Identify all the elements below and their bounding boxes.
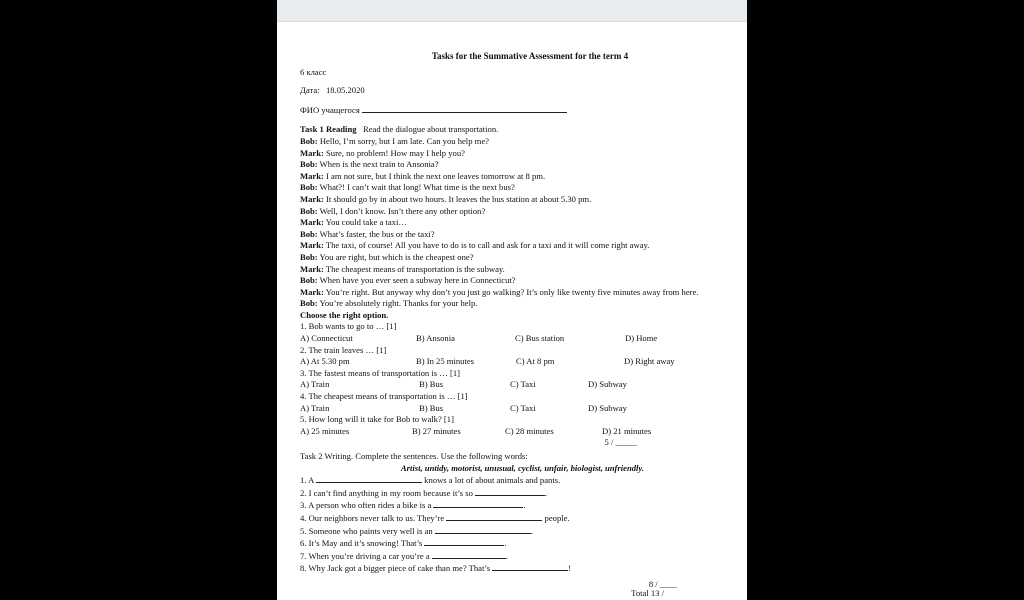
option[interactable]: B) 27 minutes — [412, 425, 461, 436]
sentence: 2. I can’t find anything in my room because it’s so . — [300, 487, 548, 498]
task2-heading: Task 2 Writing. Complete the sentences. Use the following words: — [300, 451, 528, 461]
dialogue-line: Mark: The cheapest means of transportation is the subway. — [300, 263, 505, 274]
answer-blank[interactable] — [433, 499, 523, 508]
answer-blank[interactable] — [475, 487, 545, 496]
dialogue-line: Bob: When is the next train to Ansonia? — [300, 159, 439, 170]
dialogue-line: Mark: It should go by in about two hours. It leaves the bus station at about 5.30 pm. — [300, 193, 592, 204]
task1-heading-line — [300, 124, 720, 136]
option[interactable]: A) Train — [300, 402, 330, 413]
question: 2. The train leaves … [1] — [300, 344, 387, 355]
question: 5. How long will it take for Bob to walk? [1] — [300, 414, 454, 425]
answer-blank[interactable] — [435, 525, 531, 534]
dialogue-line: Mark: You could take a taxi… — [300, 217, 407, 228]
sentence: 3. A person who often rides a bike is a . — [300, 500, 526, 511]
total-score: Total 13 / — [631, 587, 664, 598]
option[interactable]: B) Bus — [419, 379, 444, 390]
date-label: Дата: — [300, 85, 320, 96]
sentence: 1. A knows a lot of about animals and pants. — [300, 475, 561, 486]
dialogue-line: Bob: You’re absolutely right. Thanks for your help. — [300, 298, 478, 309]
question-options — [300, 426, 720, 438]
sentence: 4. Our neighbors never talk to us. They’re people. — [300, 512, 570, 523]
dialogue-line: Mark: The taxi, of course! All you have to do is to call and ask for a taxi and it will come right away. — [300, 240, 650, 251]
option[interactable]: A) At 5.30 pm — [300, 356, 350, 367]
document-page — [277, 0, 747, 600]
option[interactable]: D) Subway — [588, 379, 627, 390]
option[interactable]: C) Bus station — [515, 333, 565, 344]
sentence: 7. When you’re driving a car you’re a . — [300, 550, 508, 561]
dialogue-line: Mark: You’re right. But anyway why don’t you just go walking? It’s only like twenty five minutes away from here. — [300, 286, 699, 297]
option[interactable]: D) Subway — [588, 402, 627, 413]
question: 4. The cheapest means of transportation is … [1] — [300, 391, 468, 402]
answer-blank[interactable] — [316, 474, 422, 483]
question-options — [300, 379, 720, 391]
dialogue-line: Bob: You are right, but which is the cheapest one? — [300, 251, 474, 262]
word-bank: Artist, untidy, motorist, unusual, cyclist, unfair, biologist, unfriendly. — [400, 462, 645, 473]
dialogue-line: Mark: I am not sure, but I think the next one leaves tomorrow at 8 pm. — [300, 170, 546, 181]
dialogue-line: Bob: Well, I don’t know. Isn’t there any other option? — [300, 205, 486, 216]
option[interactable]: B) Ansonia — [416, 333, 455, 344]
question-options — [300, 333, 720, 345]
document-body — [300, 51, 720, 599]
sentence: 6. It’s May and it’s snowing! That’s . — [300, 538, 507, 549]
choose-heading: Choose the right option. — [300, 309, 389, 320]
sentence: 5. Someone who paints very well is an . — [300, 525, 534, 536]
option[interactable]: D) 21 minutes — [602, 425, 652, 436]
student-label: ФИО учащегося — [300, 104, 360, 115]
answer-blank[interactable] — [432, 550, 506, 559]
option[interactable]: D) Home — [625, 333, 658, 344]
task2-score: 8 / ____ — [648, 578, 677, 589]
option[interactable]: C) At 8 pm — [516, 356, 555, 367]
answer-blank[interactable] — [446, 512, 542, 521]
date-value: 18.05.2020 — [325, 85, 365, 96]
dialogue-line: Mark: Sure, no problem! How may I help you? — [300, 147, 465, 158]
dialogue-line: Bob: What?! I can’t wait that long! What time is the next bus? — [300, 182, 515, 193]
option[interactable]: A) Train — [300, 379, 330, 390]
task1-score: 5 / _____ — [604, 437, 637, 448]
date-line — [300, 85, 720, 97]
grade: 6 класс — [300, 66, 327, 77]
answer-blank[interactable] — [492, 562, 568, 571]
viewer-top-bar — [277, 0, 747, 22]
question: 1. Bob wants to go to … [1] — [300, 321, 397, 332]
option[interactable]: C) Taxi — [510, 402, 536, 413]
dialogue-line: Bob: Hello, I’m sorry, but I am late. Can you help me? — [300, 135, 489, 146]
option[interactable]: C) 28 minutes — [505, 425, 554, 436]
question-options — [300, 356, 720, 368]
question-options — [300, 403, 720, 415]
document-title: Tasks for the Summative Assessment for the term 4 — [431, 51, 629, 61]
task1-heading: Task 1 Reading — [300, 124, 357, 135]
task1-instruction: Read the dialogue about transportation. — [362, 124, 499, 135]
option[interactable]: A) 25 minutes — [300, 425, 350, 436]
option[interactable]: C) Taxi — [510, 379, 536, 390]
sentence: 8. Why Jack got a bigger piece of cake than me? That’s ! — [300, 563, 572, 574]
option[interactable]: B) Bus — [419, 402, 444, 413]
option[interactable]: A) Connecticut — [300, 333, 353, 344]
dialogue-line: Bob: When have you ever seen a subway here in Connecticut? — [300, 275, 516, 286]
option[interactable]: B) In 25 minutes — [416, 356, 475, 367]
answer-blank[interactable] — [424, 537, 504, 546]
student-name-blank — [362, 104, 567, 113]
question: 3. The fastest means of transportation is … [1] — [300, 367, 460, 378]
dialogue — [300, 136, 720, 310]
option[interactable]: D) Right away — [624, 356, 675, 367]
student-name-line — [300, 104, 720, 117]
dialogue-line: Bob: What’s faster, the bus or the taxi? — [300, 228, 435, 239]
